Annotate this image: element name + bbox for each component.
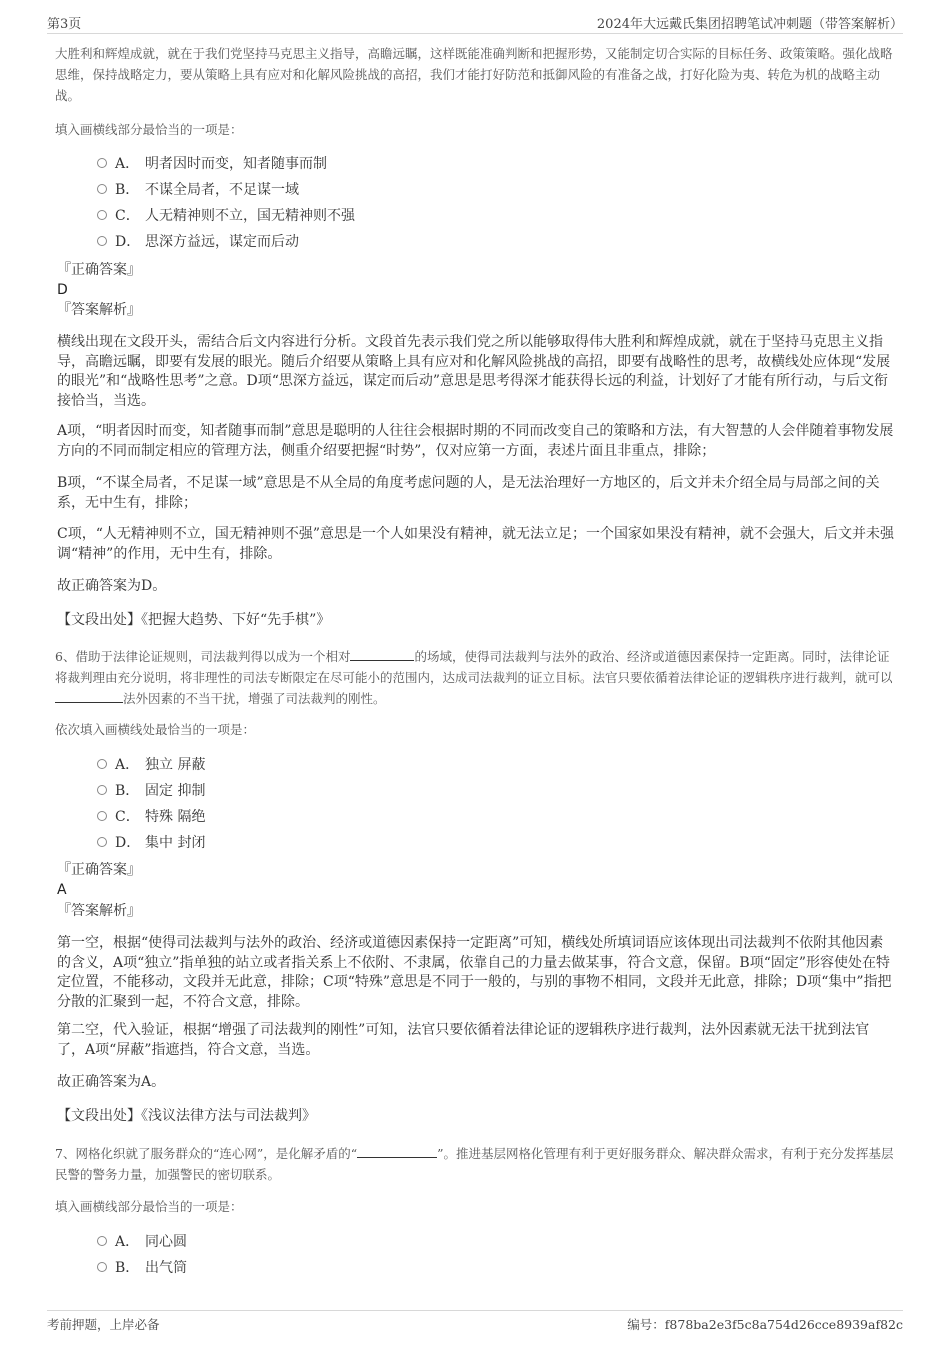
q5-option-b[interactable]: B． 不谋全局者，不足谋一域 xyxy=(97,180,299,200)
q6-answer: A xyxy=(57,882,67,898)
blank-line xyxy=(357,1144,437,1158)
q6-option-b[interactable]: B． 固定 抑制 xyxy=(97,781,205,801)
q6-stem: 6、借助于法律论证规则，司法裁判得以成为一个相对 的场域，使得司法裁判与法外的政治、经济或道德因素保持一定距离。同时，法律论证将裁判理由充分说明，将非理性的司法专断限定在尽可能小的范围内，达成司法裁判的证立目标。法官只要依循着法律论证的逻辑秩序进行裁判，就可以法外因素的不当干扰，增强了司法裁判的刚性。 xyxy=(55,649,893,706)
radio-icon[interactable] xyxy=(97,785,107,795)
q6-prompt: 依次填入画横线处最恰当的一项是： xyxy=(55,722,256,737)
q6-option-a[interactable]: A． 独立 屏蔽 xyxy=(97,755,205,775)
document-title: 2024年大远戴氏集团招聘笔试冲刺题（带答案解析） xyxy=(596,17,903,32)
q5-option-d[interactable]: D． 思深方益远，谋定而后动 xyxy=(97,232,299,252)
q6-analysis-label: 『答案解析』 xyxy=(57,903,141,919)
blank-line xyxy=(55,689,123,703)
q5-analysis-p4: C项，“人无精神则不立，国无精神则不强”意思是一个人如果没有精神，就无法立足；一个国家如果没有精神，就不会强大，后文并未强调“精神”的作用，无中生有，排除。 xyxy=(57,526,895,562)
q6-analysis-p1: 第一空，根据“使得司法裁判与法外的政治、经济或道德因素保持一定距离”可知，横线处所填词语应该体现出司法裁判不依附其他因素的含义，A项“独立”指单独的站立或者指关系上不依附、不隶属，依靠自己的力量去做某事，符合文意，保留。B项“固定”形容使处在特定位置，不能移动，文段并无此意，排除；C项“特殊”意思是不同于一般的，与别的事物不相同，文段并无此意，排除；D项“集中”指把分散的汇聚到一起，不符合文意，排除。 xyxy=(57,935,892,1010)
radio-icon[interactable] xyxy=(97,837,107,847)
q6-analysis-p2: 第二空，代入验证，根据“增强了司法裁判的刚性”可知，法官只要依循着法律论证的逻辑秩序进行裁判，法外因素就无法干扰到法官了，A项“屏蔽”指遮挡，符合文意，当选。 xyxy=(57,1022,870,1058)
q5-analysis-p3: B项，“不谋全局者，不足谋一域”意思是不从全局的角度考虑问题的人，是无法治理好一方地区的，后文并未介绍全局与局部之间的关系，无中生有，排除； xyxy=(57,475,880,511)
document-code: 编号：f878ba2e3f5c8a754d26cce8939af82c xyxy=(627,1317,903,1332)
page-header xyxy=(47,12,903,34)
q5-prompt: 填入画横线部分最恰当的一项是： xyxy=(55,122,243,137)
q5-analysis-p1: 横线出现在文段开头，需结合后文内容进行分析。文段首先表示我们党之所以能够取得伟大胜利和辉煌成就，就在于坚持马克思主义指导，高瞻远瞩，即要有发展的眼光。随后介绍要从策略上具有应对和化解风险挑战的高招，即要有战略性的思考，故横线处应体现“发展的眼光”和“战略性思考”之意。D项“思深方益远，谋定而后动”意思是思考得深才能获得长远的利益，计划好了才能有所行动，与后文衔接恰当，当选。 xyxy=(57,334,891,409)
q5-analysis-p5: 故正确答案为D。 xyxy=(57,578,167,594)
q6-option-c[interactable]: C． 特殊 隔绝 xyxy=(97,807,205,827)
q5-source: 【文段出处】《把握大趋势、下好“先手棋”》 xyxy=(57,612,331,628)
q6-analysis-p3: 故正确答案为A。 xyxy=(57,1074,166,1090)
radio-icon[interactable] xyxy=(97,759,107,769)
footer-slogan: 考前押题，上岸必备 xyxy=(47,1317,160,1332)
q7-option-a[interactable]: A． 同心圆 xyxy=(97,1232,187,1252)
radio-icon[interactable] xyxy=(97,236,107,246)
q7-option-b[interactable]: B． 出气筒 xyxy=(97,1258,187,1278)
q7-stem: 7、网格化织就了服务群众的“连心网”，是化解矛盾的“ ”。推进基层网格化管理有利于更好服务群众、解决群众需求，有利于充分发挥基层民警的警务力量，加强警民的密切联系。 xyxy=(55,1146,894,1182)
radio-icon[interactable] xyxy=(97,158,107,168)
radio-icon[interactable] xyxy=(97,811,107,821)
q5-option-a[interactable]: A． 明者因时而变，知者随事而制 xyxy=(97,154,327,174)
q5-analysis-p2: A项，“明者因时而变，知者随事而制”意思是聪明的人往往会根据时期的不同而改变自己的策略和方法，有大智慧的人会伴随着事物发展方向的不同而制定相应的管理方法，侧重介绍要把握“时势”，仅对应第一方面，表述片面且非重点，排除； xyxy=(57,423,894,459)
radio-icon[interactable] xyxy=(97,184,107,194)
q5-option-c[interactable]: C． 人无精神则不立，国无精神则不强 xyxy=(97,206,355,226)
q6-source: 【文段出处】《浅议法律方法与司法裁判》 xyxy=(57,1108,316,1124)
radio-icon[interactable] xyxy=(97,1262,107,1272)
q5-analysis-label: 『答案解析』 xyxy=(57,302,141,318)
q5-answer: D xyxy=(57,282,68,298)
q6-option-d[interactable]: D． 集中 封闭 xyxy=(97,833,205,853)
page-footer xyxy=(47,1310,903,1332)
q7-prompt: 填入画横线部分最恰当的一项是： xyxy=(55,1199,243,1214)
page-number: 第3页 xyxy=(47,17,82,32)
q5-answer-label: 『正确答案』 xyxy=(57,262,141,278)
q5-passage: 大胜利和辉煌成就，就在于我们党坚持马克思主义指导，高瞻远瞩，这样既能准确判断和把握形势，又能制定切合实际的目标任务、政策策略。强化战略思维，保持战略定力，要从策略上具有应对和化解风险挑战的高招，我们才能打好防范和抵御风险的有准备之战，打好化险为夷、转危为机的战略主动战。 xyxy=(55,46,893,103)
radio-icon[interactable] xyxy=(97,1236,107,1246)
blank-line xyxy=(350,647,414,661)
q6-answer-label: 『正确答案』 xyxy=(57,862,141,878)
radio-icon[interactable] xyxy=(97,210,107,220)
